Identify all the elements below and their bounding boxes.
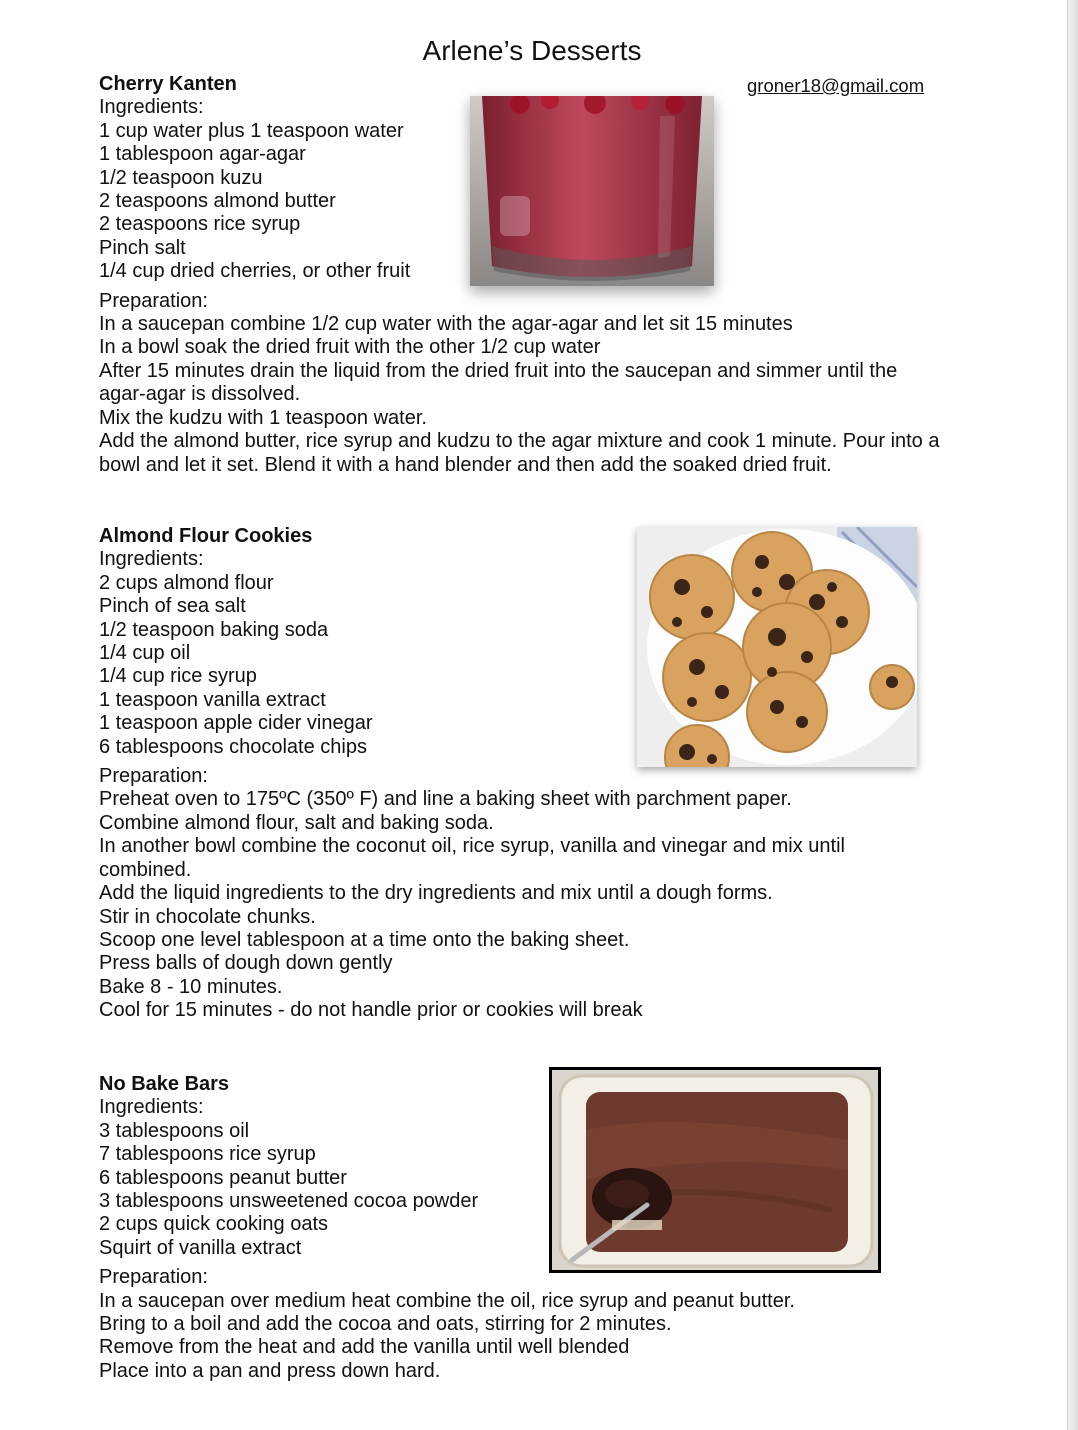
preparation-step: Place into a pan and press down hard. (99, 1359, 441, 1382)
ingredients-label: Ingredients: (99, 548, 204, 571)
preparation-label: Preparation: (99, 765, 208, 788)
ingredients-label: Ingredients: (99, 96, 204, 119)
preparation-step: In a bowl soak the dried fruit with the other 1/2 cup water (99, 336, 601, 359)
preparation-step: Cool for 15 minutes - do not handle prior or cookies will break (99, 999, 643, 1022)
baking-dish-icon (552, 1070, 878, 1270)
preparation-step: Add the liquid ingredients to the dry ingredients and mix until a dough forms. (99, 882, 773, 905)
ingredient-item: 1/2 teaspoon kuzu (99, 166, 263, 189)
ingredient-item: 1/4 cup dried cherries, or other fruit (99, 260, 411, 283)
ingredient-item: 6 tablespoons chocolate chips (99, 735, 367, 758)
ingredient-item: Squirt of vanilla extract (99, 1236, 302, 1259)
preparation-step: Press balls of dough down gently (99, 952, 393, 975)
ingredient-item: 1 teaspoon apple cider vinegar (99, 712, 373, 735)
cookies-plate-icon (637, 527, 917, 767)
preparation-step: Bring to a boil and add the cocoa and oats, stirring for 2 minutes. (99, 1313, 672, 1336)
ingredient-item: 2 cups almond flour (99, 571, 274, 594)
recipe-title: No Bake Bars (99, 1073, 230, 1095)
ingredient-item: 2 teaspoons almond butter (99, 190, 336, 213)
cherry-kanten-glass-icon (470, 96, 714, 286)
ingredient-item: 3 tablespoons oil (99, 1119, 250, 1142)
preparation-step: Mix the kudzu with 1 teaspoon water. (99, 406, 427, 429)
cherry-kanten-glass-photo (470, 96, 714, 286)
email-link[interactable]: groner18@gmail.com (747, 75, 925, 96)
scrollbar-track[interactable] (1067, 0, 1078, 1430)
preparation-step: Remove from the heat and add the vanilla until well blended (99, 1336, 630, 1359)
ingredient-item: 1 tablespoon agar-agar (99, 143, 306, 166)
recipe-title: Almond Flour Cookies (99, 525, 313, 547)
preparation-step: Bake 8 - 10 minutes. (99, 975, 283, 998)
ingredient-item: 2 teaspoons rice syrup (99, 213, 301, 236)
ingredient-item: 1/2 teaspoon baking soda (99, 618, 329, 641)
preparation-step: Stir in chocolate chunks. (99, 905, 316, 928)
recipe-title: Cherry Kanten (99, 73, 237, 95)
preparation-step: Combine almond flour, salt and baking soda. (99, 811, 494, 834)
ingredients-label: Ingredients: (99, 1096, 204, 1119)
preparation-step: In another bowl combine the coconut oil, rice syrup, vanilla and vinegar and mix until combined. (99, 835, 845, 881)
preparation-step: Preheat oven to 175ºC (350º F) and line a baking sheet with parchment paper. (99, 788, 792, 811)
ingredient-item: Pinch of sea salt (99, 595, 246, 618)
preparation-step: Scoop one level tablespoon at a time onto the baking sheet. (99, 928, 630, 951)
preparation-step: After 15 minutes drain the liquid from the dried fruit into the saucepan and simmer until the agar-agar is dissolved. (99, 359, 898, 406)
ingredient-item: 3 tablespoons unsweetened cocoa powder (99, 1190, 479, 1213)
ingredient-item: 7 tablespoons rice syrup (99, 1143, 316, 1166)
preparation-step: In a saucepan combine 1/2 cup water with the agar-agar and let sit 15 minutes (99, 313, 793, 336)
ingredient-item: 1/4 cup oil (99, 642, 191, 665)
preparation-step: In a saucepan over medium heat combine the oil, rice syrup and peanut butter. (99, 1289, 795, 1312)
chocolate-chip-cookies-photo (637, 527, 917, 767)
preparation-step: Add the almond butter, rice syrup and kudzu to the agar mixture and cook 1 minute. Pour into a bowl and let it set. Blend it with a hand blender and then add the soaked dried fruit. (99, 430, 940, 476)
document-title: Arlene’s Desserts (422, 35, 642, 66)
ingredient-item: 2 cups quick cooking oats (99, 1213, 329, 1236)
chocolate-bars-dish-photo (549, 1067, 881, 1273)
ingredient-item: 1/4 cup rice syrup (99, 665, 257, 688)
ingredient-item: Pinch salt (99, 236, 186, 259)
preparation-label: Preparation: (99, 289, 208, 312)
ingredient-item: 1 teaspoon vanilla extract (99, 688, 326, 711)
ingredient-item: 1 cup water plus 1 teaspoon water (99, 119, 404, 142)
preparation-label: Preparation: (99, 1266, 208, 1289)
ingredient-item: 6 tablespoons peanut butter (99, 1166, 347, 1189)
